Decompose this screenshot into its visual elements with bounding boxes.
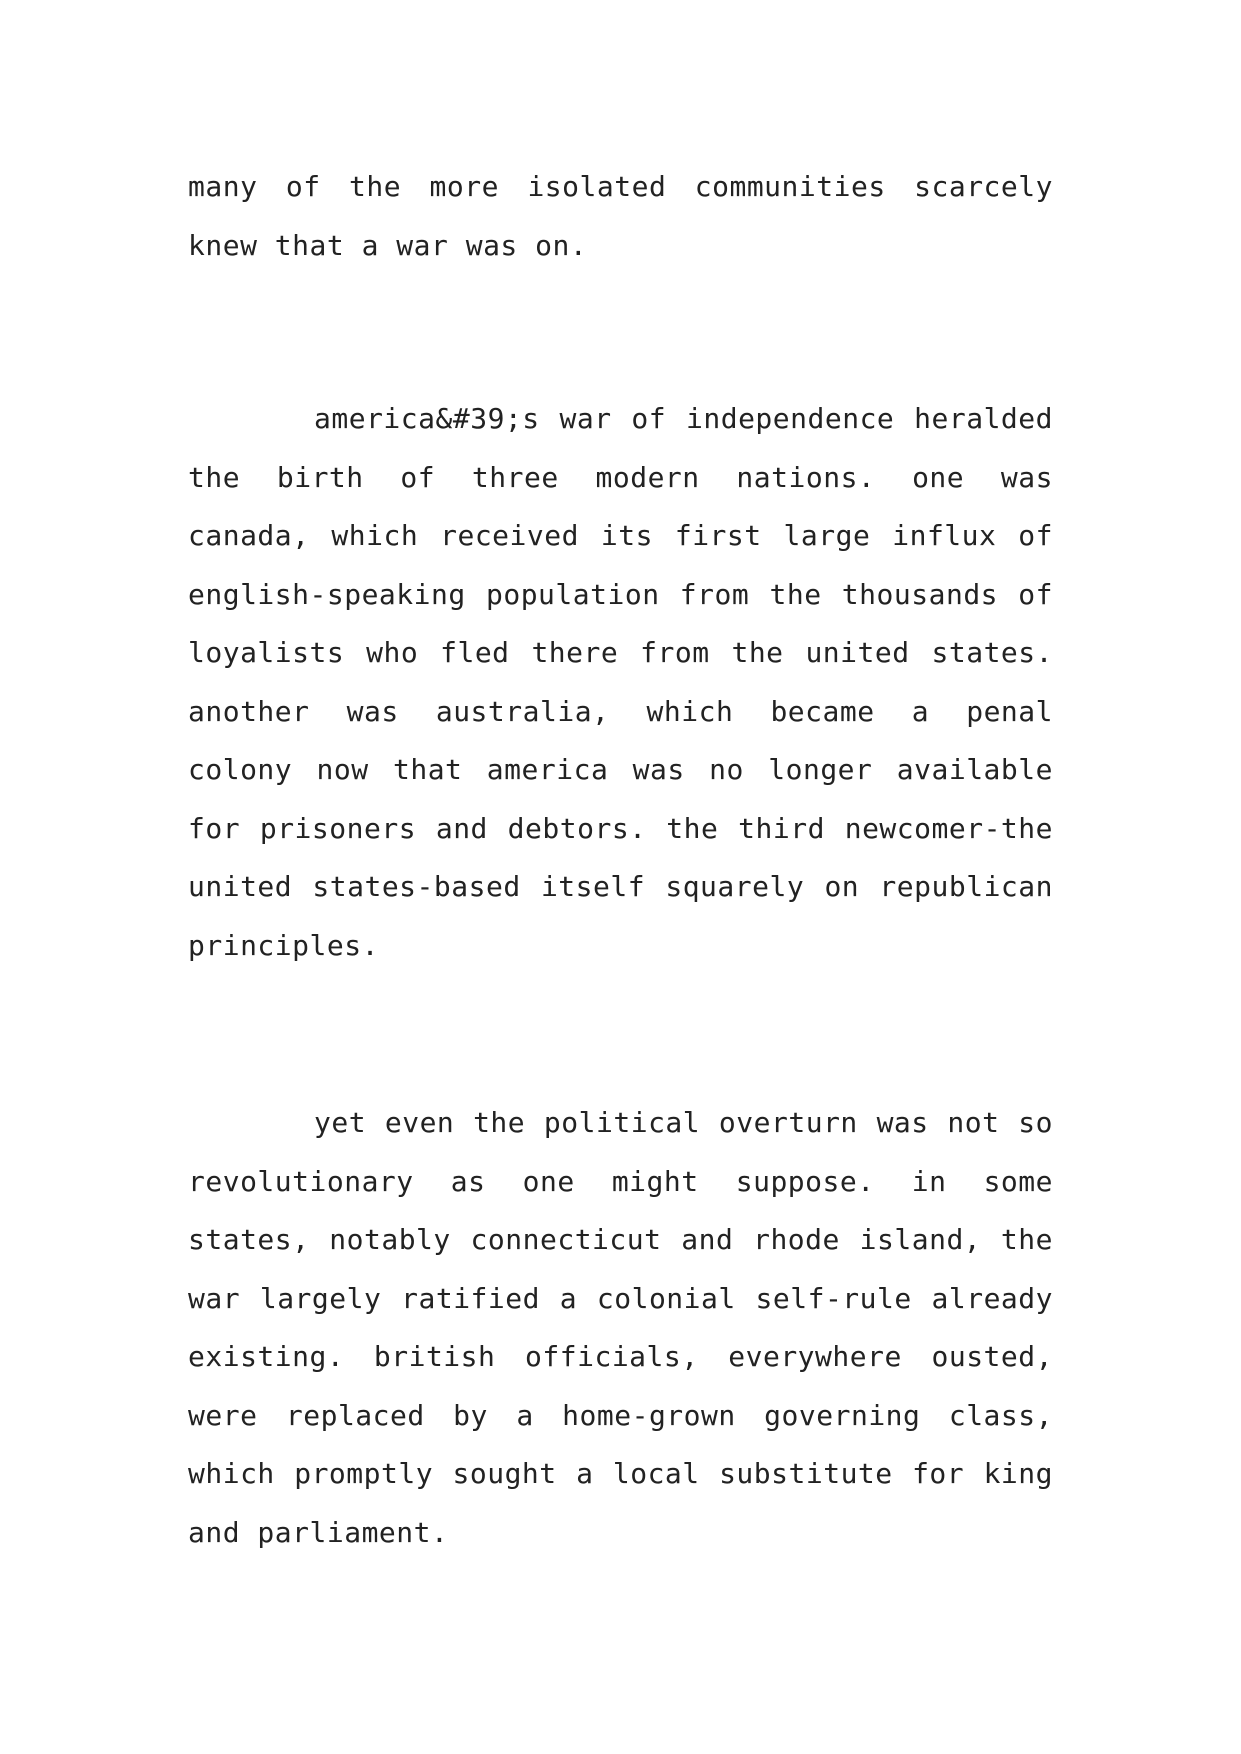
paragraph-continuation: many of the more isolated communities scarcely knew that a war was on.	[188, 170, 1053, 262]
paragraph-political-overturn: yet even the political overturn was not so revolutionary as one might suppose. in some states, notably connecticut and rhode island, the war largely ratified a colonial self-rule already existing. british officials, everywhere ousted, were replaced by a home-grown governing class, which promptly sought a local substitute for king and parliament.	[188, 1106, 1053, 1549]
paragraph-independence: america&#39;s war of independence heralded the birth of three modern nations. one was canada, which received its first large influx of english-speaking population from the thousands of loyalists who fled there from the united states. another was australia, which became a penal colony now that america was no longer available for prisoners and debtors. the third newcomer-the united states-based itself squarely on republican principles.	[188, 402, 1053, 962]
